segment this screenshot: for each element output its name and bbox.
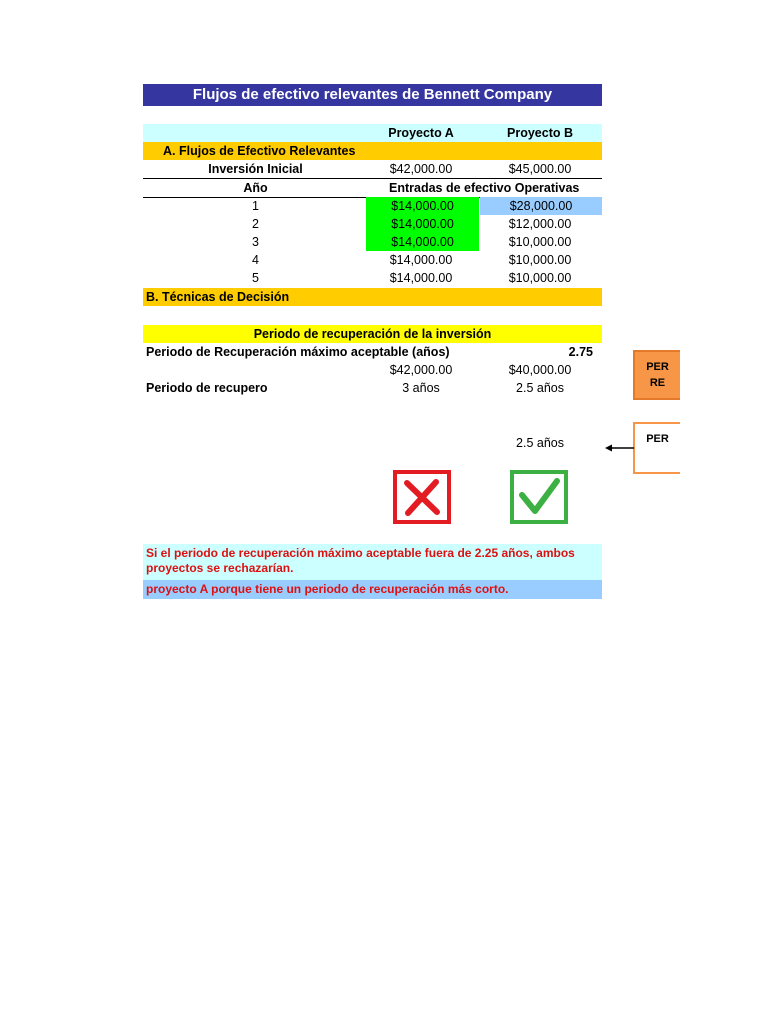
callout-line-1: PER [646,361,669,373]
section-b-label: B. Técnicas de Decisión [146,290,290,304]
cash-a-cell[interactable]: $14,000.00 [366,215,479,233]
cash-a-cell[interactable]: $14,000.00 [366,197,479,215]
initial-investment-row[interactable] [143,160,602,178]
max-payback-label: Periodo de Recuperación máximo aceptable (años) [146,345,450,359]
year-cell: 5 [252,271,259,285]
year-header-row [143,178,602,198]
year-cell: 4 [252,253,259,267]
cash-a-cell[interactable]: $14,000.00 [389,253,453,267]
table-row[interactable] [143,269,602,287]
year-cell: 3 [252,235,259,249]
accept-check-icon [507,468,571,526]
year-cell: 1 [252,199,259,213]
initial-investment-b[interactable]: $45,000.00 [508,162,572,176]
year-header-label: Año [243,181,268,195]
max-payback-value[interactable]: 2.75 [568,345,593,359]
header-project-b[interactable]: Proyecto B [507,126,573,140]
payback-heading: Periodo de recuperación de la inversión [253,327,492,341]
section-b-row[interactable] [143,288,602,306]
cash-a-cell[interactable]: $14,000.00 [389,271,453,285]
cumulative-row[interactable] [143,361,602,379]
initial-investment-a[interactable]: $42,000.00 [389,162,453,176]
table-row[interactable] [143,215,602,233]
header-project-a[interactable]: Proyecto A [388,126,454,140]
cash-b-cell[interactable]: $12,000.00 [508,217,572,231]
payback-heading-row[interactable] [143,325,602,343]
payback-row[interactable] [143,379,602,397]
payback-result-b[interactable]: 2.5 años [516,436,564,450]
note-choose-a: proyecto A porque tiene un periodo de recuperación más corto. [143,580,602,599]
sheet-title: Flujos de efectivo relevantes de Bennett Company [143,84,602,106]
cash-b-cell[interactable]: $10,000.00 [508,271,572,285]
cash-a-cell[interactable]: $14,000.00 [366,233,479,251]
callout-line-2: RE [649,377,666,389]
cumulative-b[interactable]: $40,000.00 [508,363,572,377]
orange-callout-box[interactable] [633,350,680,400]
outlined-callout-text: PER [646,433,669,445]
header-row [143,124,602,142]
reject-x-icon [390,468,454,526]
section-a-label: A. Flujos de Efectivo Relevantes [163,144,356,158]
outlined-callout-box[interactable] [633,422,680,474]
cumulative-a[interactable]: $42,000.00 [389,363,453,377]
cash-b-cell[interactable]: $10,000.00 [508,253,572,267]
table-row[interactable] [143,251,602,269]
year-cell: 2 [252,217,259,231]
note-reject-both: Si el periodo de recuperación máximo aceptable fuera de 2.25 años, ambos proyectos se rechazarían. [143,544,602,580]
arrow-left-icon [605,443,635,453]
payback-a[interactable]: 3 años [402,381,440,395]
table-row[interactable] [143,233,602,251]
initial-investment-label: Inversión Inicial [208,162,303,176]
year-header-value: Entradas de efectivo Operativas [389,181,580,195]
max-payback-row[interactable] [143,343,602,361]
cash-b-cell[interactable]: $28,000.00 [480,197,602,215]
result-row[interactable] [143,434,602,452]
payback-b[interactable]: 2.5 años [516,381,564,395]
table-row[interactable] [143,197,602,215]
section-a-row[interactable] [143,142,602,160]
cash-b-cell[interactable]: $10,000.00 [508,235,572,249]
payback-label: Periodo de recupero [146,381,268,395]
